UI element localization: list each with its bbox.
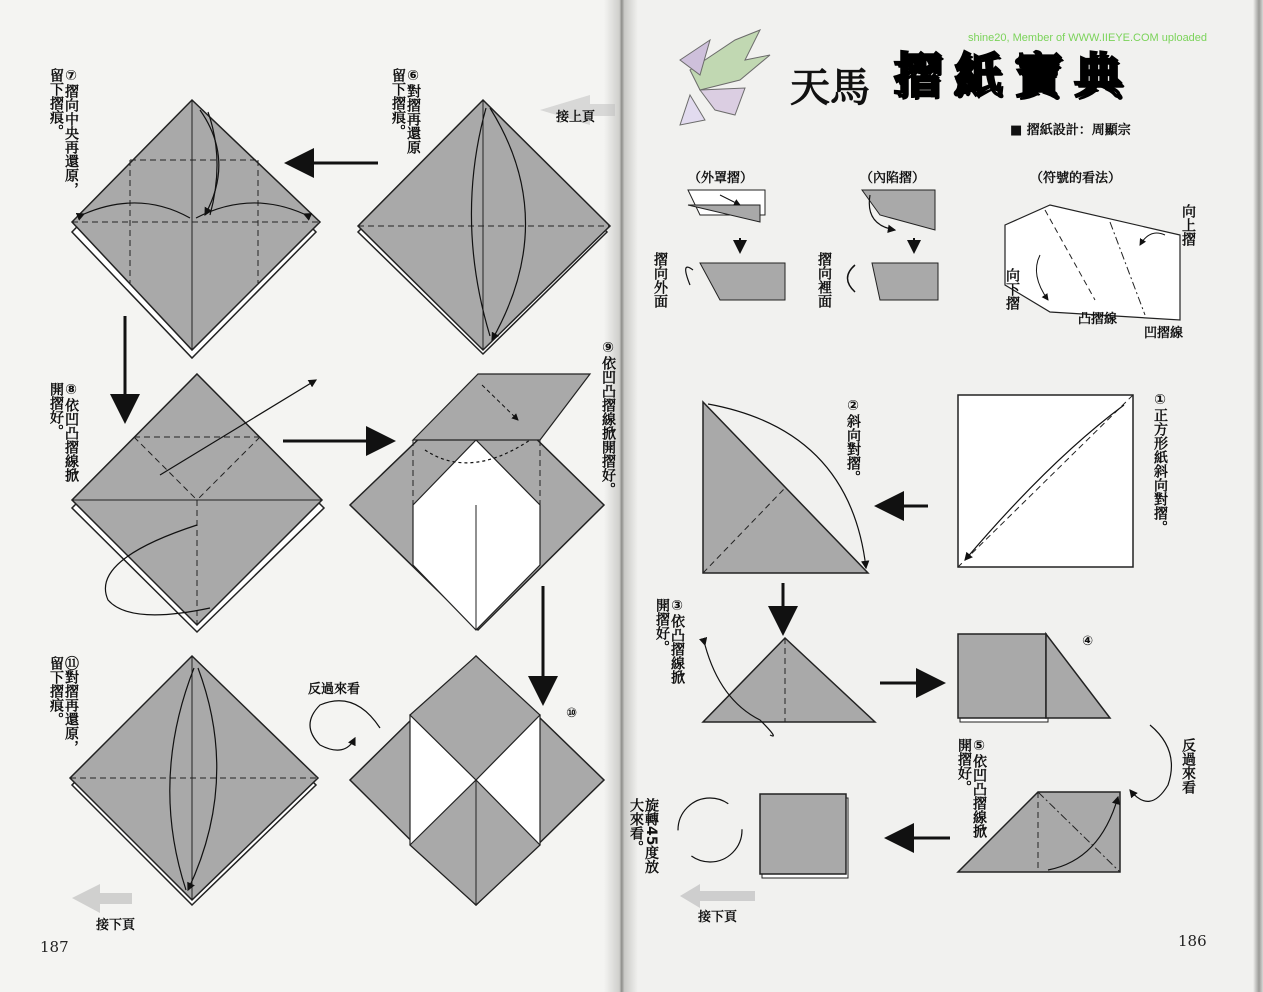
step3-diagram [703, 638, 875, 736]
step4-label: ④ [1082, 634, 1094, 649]
step1-text: ①正方形紙斜向對摺。 [1152, 392, 1168, 534]
rotate-text: 旋轉45度放大來看。 [628, 798, 659, 874]
legend-fold-outward: 摺向外面 [652, 252, 668, 308]
page-number-right: 186 [1178, 932, 1207, 950]
step11-text: ⑪對摺再還原，留下摺痕。 [48, 656, 79, 754]
step8-diagram [72, 374, 324, 632]
title-char-4: 典 [1073, 48, 1122, 104]
step7-text: ⑦摺向中央再還原，留下摺痕。 [48, 68, 79, 196]
step1-diagram [958, 395, 1133, 567]
step2-diagram [703, 402, 868, 573]
step9-text: ⑨依凹凸摺線掀開摺好。 [600, 340, 616, 496]
step9-diagram [350, 374, 604, 630]
step11-diagram [70, 656, 318, 905]
turn-over-arrow-right [1130, 725, 1171, 801]
step3-text: ③依凸摺線掀開摺好。 [654, 598, 685, 684]
next-page-arrow-right [680, 884, 755, 908]
step8-text: ⑧依凹凸摺線掀開摺好。 [48, 382, 79, 482]
legend-fold-up: 向上摺 [1180, 204, 1196, 246]
legend-outer-fold-label: （外罩摺） [688, 171, 754, 186]
legend-outer-fold [686, 190, 785, 300]
watermark-text: shine20, Member of WWW.IIEYE.COM uploaded [968, 32, 1208, 44]
page-number-left: 187 [40, 938, 69, 956]
step6-text: ⑥對摺再還原留下摺痕。 [390, 68, 421, 154]
step5-text: ⑤依凹凸摺線掀開摺好。 [956, 738, 987, 838]
legend-symbols-label: （符號的看法） [1030, 171, 1122, 186]
legend-inner-fold [848, 190, 939, 300]
title-char-1: 摺 [893, 48, 942, 104]
step10-diagram [350, 656, 604, 905]
step7-diagram [72, 100, 320, 358]
next-page-arrow-left [72, 884, 132, 913]
title-plain: 天馬 [790, 65, 870, 111]
step2-text: ②斜向對摺。 [845, 398, 861, 484]
legend-symbols [1005, 205, 1180, 320]
turn-over-label-right: 反過來看 [1180, 738, 1196, 794]
legend-fold-inward: 摺向裡面 [816, 252, 832, 308]
title-boxed [890, 48, 1126, 104]
turn-over-label-left: 反過來看 [308, 682, 361, 697]
pegasus-logo [680, 30, 770, 125]
legend-fold-down: 向下摺 [1004, 268, 1020, 310]
legend-mountain-line: 凹摺線 [1144, 326, 1184, 341]
step10-label: ⑩ [566, 706, 578, 721]
next-page-label-left[interactable]: 接下頁 [96, 918, 136, 933]
title-char-2: 紙 [953, 48, 1002, 104]
legend-valley-line: 凸摺線 [1078, 312, 1118, 327]
design-credit: ■ 摺紙設計：周顯宗 [1010, 123, 1131, 138]
turn-over-arrow-left [310, 701, 380, 750]
next-page-label-right[interactable]: 接下頁 [698, 910, 738, 925]
title-char-3: 寶 [1013, 48, 1062, 104]
rotated-square-diagram [678, 794, 848, 878]
prev-page-label[interactable]: 接上頁 [556, 110, 596, 125]
legend-inner-fold-label: （內陷摺） [860, 171, 926, 186]
